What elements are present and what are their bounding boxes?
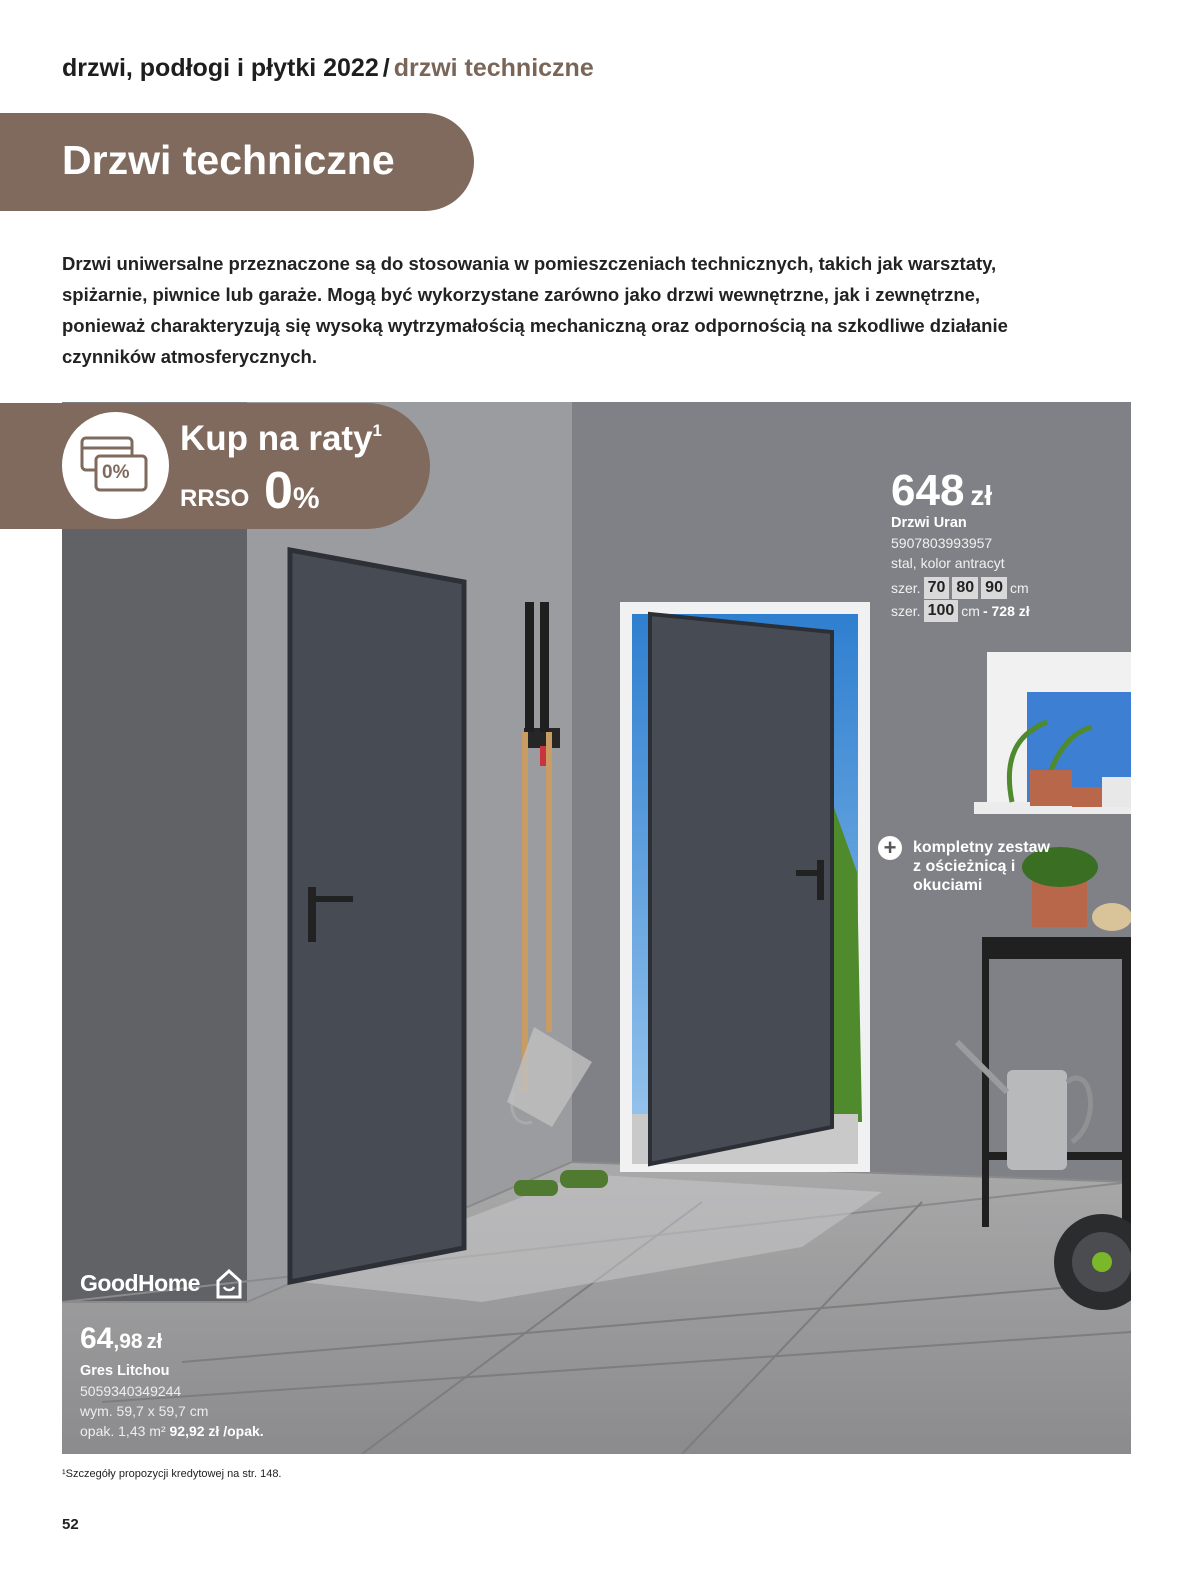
- installment-headline: [180, 419, 382, 459]
- rrso-value-percent: %: [292, 482, 320, 515]
- brand-name: GoodHome: [80, 1270, 200, 1296]
- door-material: stal, kolor antracyt: [891, 555, 1005, 571]
- page-number: 52: [62, 1516, 79, 1533]
- door-ean: 5907803993957: [891, 535, 993, 551]
- installment-footnote-ref: 1: [372, 421, 383, 440]
- door-width-option[interactable]: 90: [981, 577, 1007, 599]
- breadcrumb-separator: /: [382, 54, 390, 82]
- installment-badge-text: 0%: [102, 462, 130, 483]
- door-product-name: Drzwi Uran: [891, 515, 967, 531]
- tile-price-dec: ,98: [113, 1330, 143, 1353]
- installment-banner[interactable]: [0, 403, 430, 529]
- title-banner: [0, 113, 474, 211]
- rrso-label: RRSO: [180, 485, 250, 512]
- door-width-options: [891, 577, 1029, 599]
- door-width-option[interactable]: 100: [924, 600, 959, 622]
- breadcrumb-current: drzwi techniczne: [393, 54, 594, 82]
- installment-badge: [62, 412, 169, 519]
- plus-icon: +: [878, 836, 902, 860]
- door-width-unit: cm: [961, 603, 980, 619]
- door-width-label: szer.: [891, 580, 921, 596]
- tile-price-int: 64: [80, 1322, 114, 1355]
- intro-text: Drzwi uniwersalne przeznaczone są do stosowania w pomieszczeniach technicznych, takich jak warsztaty, spiżarnie, piwnice lub garaże. Mogą być wykorzystane zarówno jako drzwi wewnętrzne, jak i zewnętrzne, ponieważ charakteryzują się wysoką wytrzymałością mechaniczną oraz odpornością na szkodliwe działanie czynników atmosferycznych.: [62, 253, 1008, 367]
- door-width-unit: cm: [1009, 580, 1029, 596]
- feature-note-text: kompletny zestaw z ościeżnicą i okuciami: [913, 839, 1050, 894]
- breadcrumb: [62, 54, 594, 83]
- tile-price: [80, 1322, 162, 1356]
- rrso-value: [264, 461, 320, 521]
- installment-headline-text: Kup na raty: [180, 419, 373, 458]
- door-extra-price: - 728 zł: [982, 603, 1030, 619]
- footnote: ¹Szczegóły propozycji kredytowej na str. 148.: [62, 1468, 282, 1480]
- tile-dimensions: wym. 59,7 x 59,7 cm: [80, 1403, 209, 1419]
- door-width-label: szer.: [891, 603, 921, 619]
- tile-package: [80, 1423, 264, 1439]
- door-price: [891, 466, 992, 516]
- tile-package-price: 92,92 zł /opak.: [169, 1423, 264, 1439]
- house-icon: [216, 1269, 242, 1299]
- tile-package-prefix: opak. 1,43 m²: [80, 1423, 166, 1439]
- door-width-option[interactable]: 70: [924, 577, 950, 599]
- brand-logo: [80, 1270, 200, 1297]
- tile-product-name: Gres Litchou: [80, 1363, 170, 1379]
- door-price-value: 648: [891, 466, 965, 515]
- tile-price-currency: zł: [146, 1331, 163, 1353]
- door-price-currency: zł: [970, 480, 993, 511]
- page-title: Drzwi techniczne: [62, 137, 395, 183]
- breadcrumb-section[interactable]: drzwi, podłogi i płytki 2022: [62, 54, 379, 82]
- tile-ean: 5059340349244: [80, 1383, 182, 1399]
- door-width-option[interactable]: 80: [952, 577, 978, 599]
- rrso-value-number: 0: [264, 462, 293, 520]
- door-extra-width: [891, 600, 1030, 622]
